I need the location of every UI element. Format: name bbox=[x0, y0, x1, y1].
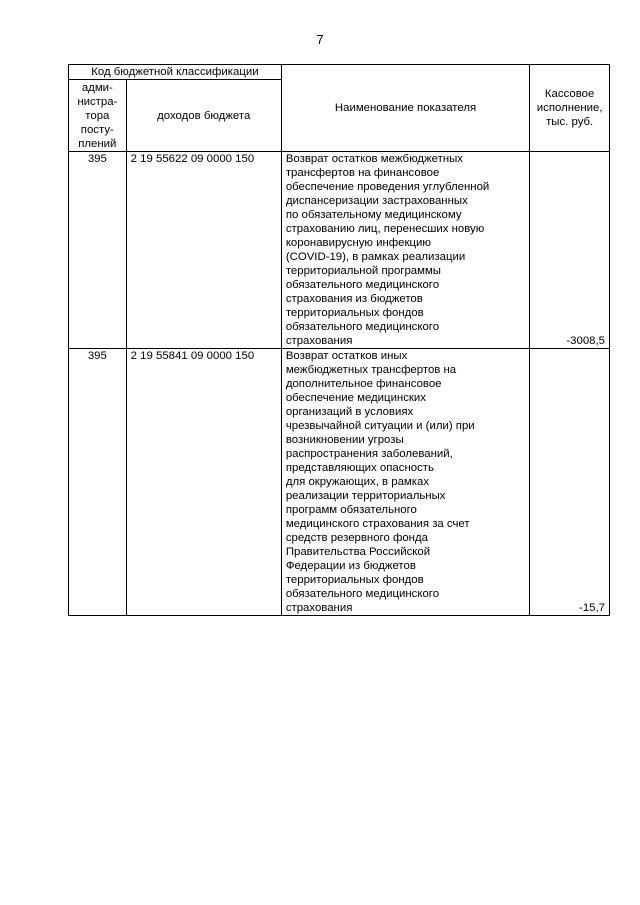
table-header-group-row bbox=[69, 65, 610, 80]
row-indicator-name-line: Возврат остатков иных bbox=[285, 350, 408, 362]
table-row bbox=[69, 152, 610, 349]
header-budget-classification: Код бюджетной классификации bbox=[69, 65, 282, 80]
row-income-code: 2 19 55841 09 0000 150 bbox=[126, 349, 281, 616]
row-indicator-name-line: трансфертов на финансовое bbox=[285, 167, 440, 179]
row-indicator-name-line: обеспечение медицинских bbox=[285, 392, 426, 404]
row-indicator-name-line: страхования bbox=[285, 602, 353, 614]
header-indicator-name: Наименование показателя bbox=[281, 65, 529, 152]
row-indicator-name-line: территориальных фондов bbox=[285, 307, 424, 319]
row-cash-value: -3008,5 bbox=[530, 152, 610, 349]
budget-table bbox=[68, 64, 610, 616]
row-indicator-name-line: Правительства Российской bbox=[285, 546, 431, 558]
row-indicator-name-line: распространения заболеваний, bbox=[285, 448, 453, 460]
row-cash-value: -15,7 bbox=[530, 349, 610, 616]
row-indicator-name-line: реализации территориальных bbox=[285, 490, 446, 502]
header-administrator-line: тора bbox=[85, 110, 110, 122]
row-indicator-name-line: территориальной программы bbox=[285, 265, 441, 277]
row-indicator-name-line: по обязательному медицинскому bbox=[285, 209, 462, 221]
header-administrator-line: посту- bbox=[80, 124, 114, 136]
row-administrator-code: 395 bbox=[69, 152, 127, 349]
row-indicator-name-line: (COVID-19), в рамках реализации bbox=[285, 251, 466, 263]
row-indicator-name-line: обязательного медицинского bbox=[285, 321, 440, 333]
row-indicator-name-line: программ обязательного bbox=[285, 504, 417, 516]
row-indicator-name-line: представляющих опасность bbox=[285, 462, 434, 474]
row-income-code: 2 19 55622 09 0000 150 bbox=[126, 152, 281, 349]
row-indicator-name-line: диспансеризации застрахованных bbox=[285, 195, 468, 207]
row-indicator-name-line: Возврат остатков межбюджетных bbox=[285, 153, 463, 165]
row-indicator-name-line: медицинского страхования за счет bbox=[285, 518, 470, 530]
row-indicator-name bbox=[281, 152, 529, 349]
row-indicator-name-line: обязательного медицинского bbox=[285, 588, 440, 600]
row-indicator-name-line: обеспечение проведения углубленной bbox=[285, 181, 490, 193]
table-row bbox=[69, 349, 610, 616]
row-indicator-name-line: межбюджетных трансфертов на bbox=[285, 364, 457, 376]
header-administrator bbox=[69, 80, 127, 152]
row-indicator-name-line: территориальных фондов bbox=[285, 574, 424, 586]
header-administrator-line: плений bbox=[78, 138, 117, 150]
row-indicator-name-line: для окружающих, в рамках bbox=[285, 476, 430, 488]
header-cash-execution-line: Кассовое bbox=[544, 88, 595, 100]
row-indicator-name-line: обязательного медицинского bbox=[285, 279, 440, 291]
row-indicator-name bbox=[281, 349, 529, 616]
row-indicator-name-line: страхованию лиц, перенесших новую bbox=[285, 223, 485, 235]
row-indicator-name-line: страхования из бюджетов bbox=[285, 293, 423, 305]
header-cash-execution bbox=[530, 65, 610, 152]
row-indicator-name-line: средств резервного фонда bbox=[285, 532, 428, 544]
row-indicator-name-line: Федерации из бюджетов bbox=[285, 560, 416, 572]
row-indicator-name-line: организаций в условиях bbox=[285, 406, 414, 418]
header-administrator-line: адми- bbox=[81, 82, 113, 94]
row-indicator-name-line: страхования bbox=[285, 335, 353, 347]
header-budget-income: доходов бюджета bbox=[126, 80, 281, 152]
row-indicator-name-line: возникновении угрозы bbox=[285, 434, 404, 446]
row-administrator-code: 395 bbox=[69, 349, 127, 616]
page-number: 7 bbox=[316, 32, 324, 47]
row-indicator-name-line: дополнительное финансовое bbox=[285, 378, 442, 390]
row-indicator-name-line: чрезвычайной ситуации и (или) при bbox=[285, 420, 475, 432]
header-administrator-line: нистра- bbox=[77, 96, 118, 108]
header-cash-execution-line: исполнение, bbox=[536, 102, 603, 114]
row-indicator-name-line: коронавирусную инфекцию bbox=[285, 237, 431, 249]
header-cash-execution-line: тыс. руб. bbox=[546, 116, 594, 128]
